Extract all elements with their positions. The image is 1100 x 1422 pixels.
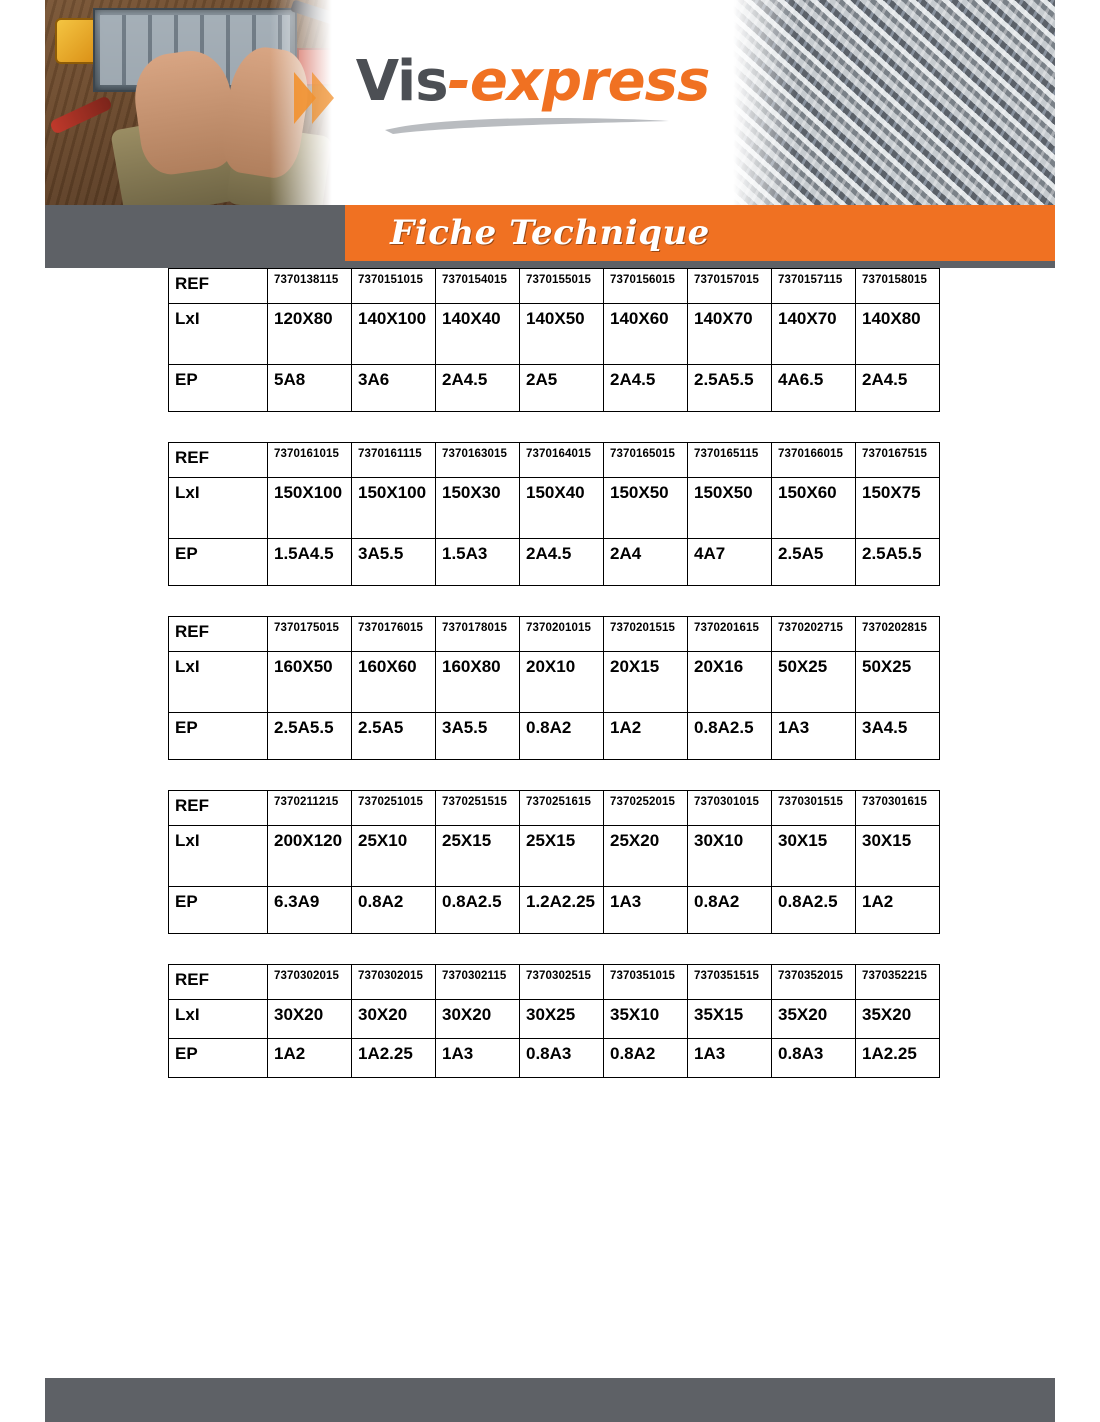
- cell-lxl: 50X25: [772, 652, 856, 713]
- table-row: [169, 887, 940, 934]
- cell-lxl: 150X100: [352, 478, 436, 539]
- cell-ep: 3A4.5: [856, 713, 940, 760]
- spec-table-3: [168, 616, 940, 760]
- cell-ep: 2.5A5: [352, 713, 436, 760]
- cell-ep: 1A2.25: [352, 1039, 436, 1078]
- cell-lxl: 30X20: [352, 1000, 436, 1039]
- cell-ep: 2A4.5: [856, 365, 940, 412]
- cell-lxl: 160X80: [436, 652, 520, 713]
- cell-ep: 0.8A2.5: [436, 887, 520, 934]
- spec-table-block-2: [168, 442, 940, 586]
- cell-lxl: 150X50: [688, 478, 772, 539]
- table-row: [169, 304, 940, 365]
- cell-ep: 0.8A3: [520, 1039, 604, 1078]
- cell-ep: 4A6.5: [772, 365, 856, 412]
- cell-ref: 7370302515: [520, 965, 604, 1000]
- cell-ref: 7370155015: [520, 269, 604, 304]
- cell-ref: 7370165115: [688, 443, 772, 478]
- cell-lxl: 150X30: [436, 478, 520, 539]
- cell-ref: 7370211215: [268, 791, 352, 826]
- cell-lxl: 150X100: [268, 478, 352, 539]
- cell-lxl: 30X15: [856, 826, 940, 887]
- cell-ref: 7370251615: [520, 791, 604, 826]
- row-label-lxl: LxI: [169, 826, 268, 887]
- cell-ep: 2A4: [604, 539, 688, 586]
- cell-lxl: 25X15: [436, 826, 520, 887]
- cell-ep: 0.8A3: [772, 1039, 856, 1078]
- cell-ep: 1A2: [856, 887, 940, 934]
- cell-ep: 1A3: [772, 713, 856, 760]
- cell-ep: 1.5A4.5: [268, 539, 352, 586]
- cell-ref: 7370166015: [772, 443, 856, 478]
- photo-fade-right: [725, 0, 795, 205]
- cell-ep: 1A2: [604, 713, 688, 760]
- row-label-ep: EP: [169, 713, 268, 760]
- logo-primary-text: Vis: [355, 48, 448, 114]
- cell-lxl: 140X70: [688, 304, 772, 365]
- assorted-screws-photo: [725, 0, 1055, 205]
- cell-lxl: 160X50: [268, 652, 352, 713]
- cell-ref: 7370161015: [268, 443, 352, 478]
- cell-lxl: 35X20: [856, 1000, 940, 1039]
- table-row: [169, 1039, 940, 1078]
- cell-lxl: 120X80: [268, 304, 352, 365]
- row-label-ref: REF: [169, 269, 268, 304]
- cell-ref: 7370302015: [352, 965, 436, 1000]
- cell-lxl: 150X40: [520, 478, 604, 539]
- spec-table-5: [168, 964, 940, 1078]
- title-bar-underline: [45, 261, 1055, 268]
- title-bar: [45, 205, 1055, 261]
- cell-ref: 7370156015: [604, 269, 688, 304]
- cell-ref: 7370201015: [520, 617, 604, 652]
- cell-ep: 2A4.5: [520, 539, 604, 586]
- cell-ref: 7370202815: [856, 617, 940, 652]
- cell-lxl: 30X25: [520, 1000, 604, 1039]
- cell-ep: 1A3: [688, 1039, 772, 1078]
- cell-lxl: 200X120: [268, 826, 352, 887]
- row-label-ep: EP: [169, 887, 268, 934]
- cell-ep: 0.8A2: [604, 1039, 688, 1078]
- cell-ep: 0.8A2: [520, 713, 604, 760]
- cell-ep: 2.5A5.5: [688, 365, 772, 412]
- cell-lxl: 150X60: [772, 478, 856, 539]
- cell-ref: 7370301515: [772, 791, 856, 826]
- cell-lxl: 30X20: [436, 1000, 520, 1039]
- cell-lxl: 140X40: [436, 304, 520, 365]
- cell-ep: 4A7: [688, 539, 772, 586]
- cell-lxl: 20X15: [604, 652, 688, 713]
- cell-ep: 1A2: [268, 1039, 352, 1078]
- cell-lxl: 140X100: [352, 304, 436, 365]
- cell-lxl: 30X20: [268, 1000, 352, 1039]
- cell-ep: 6.3A9: [268, 887, 352, 934]
- cell-lxl: 25X10: [352, 826, 436, 887]
- cell-ep: 3A5.5: [352, 539, 436, 586]
- cell-lxl: 30X15: [772, 826, 856, 887]
- cell-ref: 7370302115: [436, 965, 520, 1000]
- page-title: Fiche Technique: [390, 213, 710, 253]
- cell-ep: 0.8A2: [352, 887, 436, 934]
- cell-ref: 7370251015: [352, 791, 436, 826]
- cell-ep: 2A4.5: [436, 365, 520, 412]
- cell-lxl: 50X25: [856, 652, 940, 713]
- cell-ref: 7370165015: [604, 443, 688, 478]
- table-row: [169, 539, 940, 586]
- cell-lxl: 140X70: [772, 304, 856, 365]
- cell-ep: 2A5: [520, 365, 604, 412]
- cell-lxl: 25X20: [604, 826, 688, 887]
- row-label-ref: REF: [169, 617, 268, 652]
- cell-ep: 2.5A5.5: [856, 539, 940, 586]
- table-row: [169, 652, 940, 713]
- spec-table-1: [168, 268, 940, 412]
- cell-ep: 2A4.5: [604, 365, 688, 412]
- cell-ep: 2.5A5: [772, 539, 856, 586]
- cell-ref: 7370138115: [268, 269, 352, 304]
- table-row: [169, 826, 940, 887]
- cell-ep: 0.8A2.5: [772, 887, 856, 934]
- cell-ref: 7370202715: [772, 617, 856, 652]
- cell-ep: 3A6: [352, 365, 436, 412]
- cell-ep: 2.5A5.5: [268, 713, 352, 760]
- cell-ref: 7370251515: [436, 791, 520, 826]
- cell-ep: 1A3: [604, 887, 688, 934]
- row-label-lxl: LxI: [169, 1000, 268, 1039]
- table-row: [169, 269, 940, 304]
- cell-ep: 1A3: [436, 1039, 520, 1078]
- cell-ep: 1.2A2.25: [520, 887, 604, 934]
- row-label-ref: REF: [169, 965, 268, 1000]
- cell-ep: 0.8A2: [688, 887, 772, 934]
- table-row: [169, 478, 940, 539]
- cell-ref: 7370201615: [688, 617, 772, 652]
- cell-ref: 7370158015: [856, 269, 940, 304]
- cell-lxl: 35X15: [688, 1000, 772, 1039]
- brand-logo: [355, 48, 710, 136]
- cell-ref: 7370252015: [604, 791, 688, 826]
- spec-table-block-1: [168, 268, 940, 412]
- spec-table-4: [168, 790, 940, 934]
- cell-ref: 7370301015: [688, 791, 772, 826]
- row-label-ep: EP: [169, 1039, 268, 1078]
- cell-lxl: 140X60: [604, 304, 688, 365]
- cell-ep: 3A5.5: [436, 713, 520, 760]
- spec-table-2: [168, 442, 940, 586]
- table-row: [169, 365, 940, 412]
- cell-ref: 7370167515: [856, 443, 940, 478]
- cell-ref: 7370157115: [772, 269, 856, 304]
- cell-ref: 7370154015: [436, 269, 520, 304]
- row-label-lxl: LxI: [169, 304, 268, 365]
- row-label-ep: EP: [169, 365, 268, 412]
- row-label-ref: REF: [169, 791, 268, 826]
- logo-text: [355, 48, 710, 114]
- logo-secondary-text: -express: [447, 48, 710, 114]
- cell-lxl: 25X15: [520, 826, 604, 887]
- spec-table-block-4: [168, 790, 940, 934]
- table-row: [169, 443, 940, 478]
- cell-ep: 1.5A3: [436, 539, 520, 586]
- logo-area: [340, 0, 725, 205]
- cell-ref: 7370302015: [268, 965, 352, 1000]
- cell-ref: 7370352215: [856, 965, 940, 1000]
- cell-lxl: 150X50: [604, 478, 688, 539]
- cell-ref: 7370301615: [856, 791, 940, 826]
- cell-ref: 7370161115: [352, 443, 436, 478]
- cell-ref: 7370352015: [772, 965, 856, 1000]
- cell-ref: 7370351515: [688, 965, 772, 1000]
- cell-ref: 7370163015: [436, 443, 520, 478]
- cell-ref: 7370164015: [520, 443, 604, 478]
- cell-ref: 7370176015: [352, 617, 436, 652]
- spec-table-block-3: [168, 616, 940, 760]
- footer-bar: [45, 1378, 1055, 1422]
- cell-lxl: 140X80: [856, 304, 940, 365]
- cell-ref: 7370157015: [688, 269, 772, 304]
- document-header: [45, 0, 1055, 205]
- logo-swoosh-icon: [356, 114, 710, 136]
- table-row: [169, 965, 940, 1000]
- row-label-lxl: LxI: [169, 478, 268, 539]
- row-label-ref: REF: [169, 443, 268, 478]
- cell-lxl: 30X10: [688, 826, 772, 887]
- table-row: [169, 617, 940, 652]
- cell-ep: 5A8: [268, 365, 352, 412]
- cell-lxl: 20X10: [520, 652, 604, 713]
- table-row: [169, 1000, 940, 1039]
- cell-ref: 7370175015: [268, 617, 352, 652]
- cell-lxl: 35X20: [772, 1000, 856, 1039]
- spec-tables: [0, 268, 1100, 1108]
- cell-lxl: 150X75: [856, 478, 940, 539]
- table-row: [169, 713, 940, 760]
- cell-ep: 1A2.25: [856, 1039, 940, 1078]
- cell-ep: 0.8A2.5: [688, 713, 772, 760]
- cell-lxl: 140X50: [520, 304, 604, 365]
- cell-lxl: 35X10: [604, 1000, 688, 1039]
- table-row: [169, 791, 940, 826]
- row-label-ep: EP: [169, 539, 268, 586]
- cell-lxl: 20X16: [688, 652, 772, 713]
- spec-table-block-5: [168, 964, 940, 1078]
- cell-ref: 7370351015: [604, 965, 688, 1000]
- cell-lxl: 160X60: [352, 652, 436, 713]
- cell-ref: 7370151015: [352, 269, 436, 304]
- row-label-lxl: LxI: [169, 652, 268, 713]
- cell-ref: 7370178015: [436, 617, 520, 652]
- cell-ref: 7370201515: [604, 617, 688, 652]
